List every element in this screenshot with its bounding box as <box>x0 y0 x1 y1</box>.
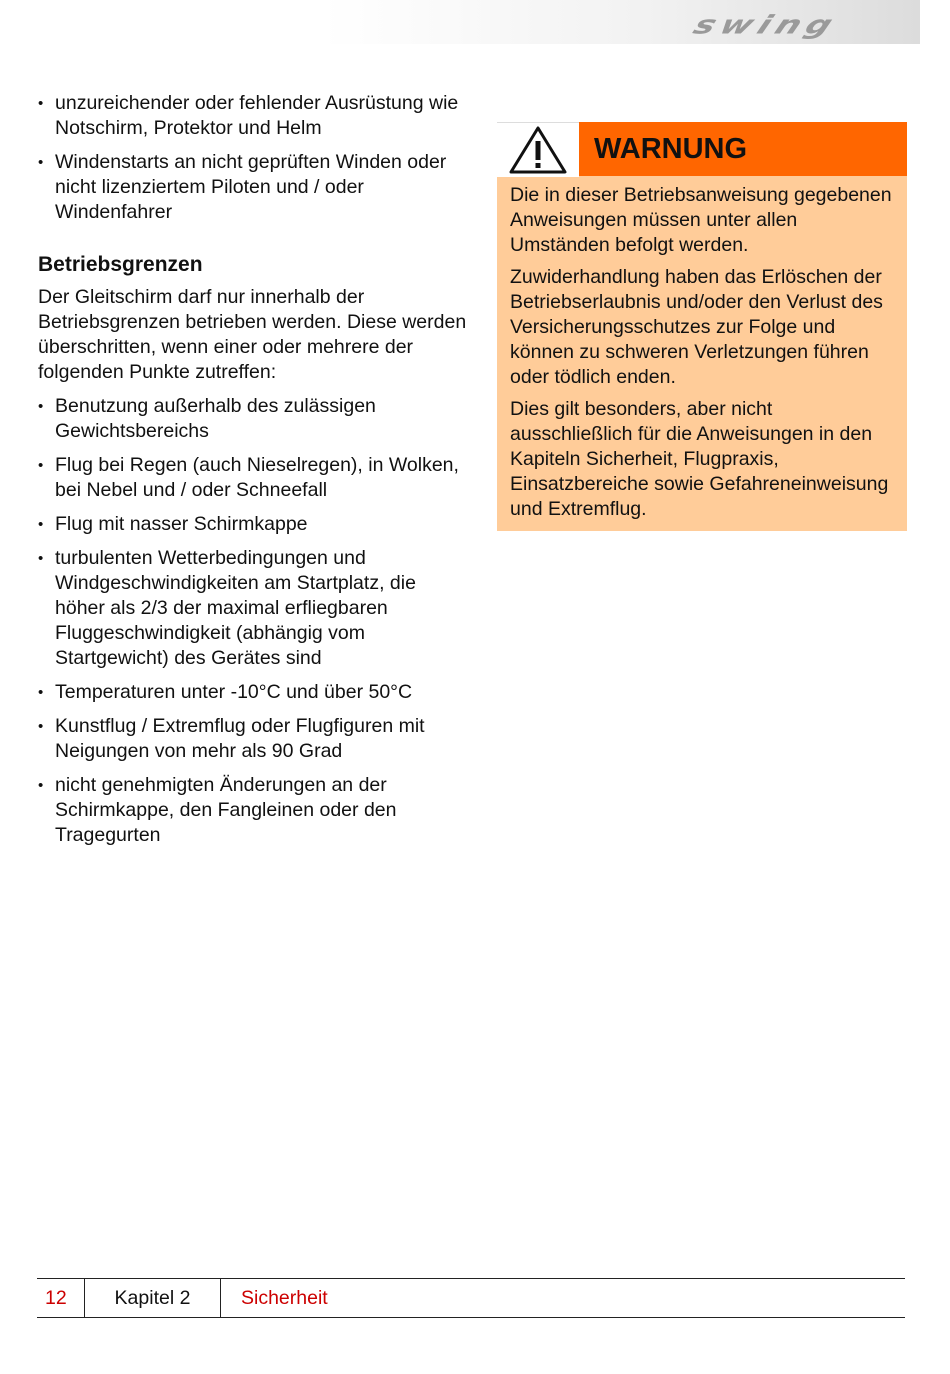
page-number: 12 <box>37 1279 85 1317</box>
warning-box <box>497 122 907 531</box>
list-item: • Flug mit nasser Schirmkappe <box>38 512 468 537</box>
warning-triangle-icon <box>497 122 579 177</box>
chapter-label: Kapitel 2 <box>85 1279 221 1317</box>
warning-body <box>497 176 907 531</box>
list-item: • Temperaturen unter -10°C und über 50°C <box>38 680 468 705</box>
list-item: • unzureichender oder fehlender Ausrüstung wie Notschirm, Protektor und Helm <box>38 91 468 141</box>
warning-title: WARNUNG <box>579 122 907 176</box>
left-column <box>38 91 468 857</box>
list-item: • turbulenten Wetterbedingungen und Windgeschwindigkeiten am Startplatz, die höher als 2/3 der maximal erfliegbaren Fluggeschwindigkeit (abhängig vom Startgewicht) des Gerätes sind <box>38 546 468 671</box>
page-footer <box>37 1278 905 1318</box>
list-item: • nicht genehmigten Änderungen an der Schirmkappe, den Fangleinen oder den Tragegurten <box>38 773 468 848</box>
limits-list <box>38 394 468 848</box>
list-item: • Flug bei Regen (auch Nieselregen), in Wolken, bei Nebel und / oder Schneefall <box>38 453 468 503</box>
warning-paragraph: Dies gilt besonders, aber nicht ausschließlich für die Anweisungen in den Kapiteln Sicherheit, Flugpraxis, Einsatzbereiche sowie Gefahreneinweisung und Extremflug. <box>510 398 889 520</box>
swing-logo: swing <box>688 10 844 41</box>
intro-paragraph: Der Gleitschirm darf nur innerhalb der Betriebsgrenzen betrieben werden. Diese werden überschritten, wenn einer oder mehrere der folgenden Punkte zutreffen: <box>38 286 467 383</box>
section-label: Sicherheit <box>241 1287 328 1309</box>
list-item: • Benutzung außerhalb des zulässigen Gewichtsbereichs <box>38 394 468 444</box>
equipment-list <box>38 91 468 225</box>
warning-paragraph: Zuwiderhandlung haben das Erlöschen der Betriebserlaubnis und/oder den Verlust des Versicherungsschutzes zur Folge und können zu schweren Verletzungen führen oder tödlich enden. <box>510 266 883 388</box>
list-item: • Windenstarts an nicht geprüften Winden oder nicht lizenziertem Piloten und / oder Windenfahrer <box>38 150 468 225</box>
section-title: Betriebsgrenzen <box>38 253 203 276</box>
page-header <box>0 0 920 44</box>
warning-header <box>497 122 907 176</box>
warning-paragraph: Die in dieser Betriebsanweisung gegebenen Anweisungen müssen unter allen Umständen befolgt werden. <box>510 184 892 256</box>
list-item: • Kunstflug / Extremflug oder Flugfiguren mit Neigungen von mehr als 90 Grad <box>38 714 468 764</box>
